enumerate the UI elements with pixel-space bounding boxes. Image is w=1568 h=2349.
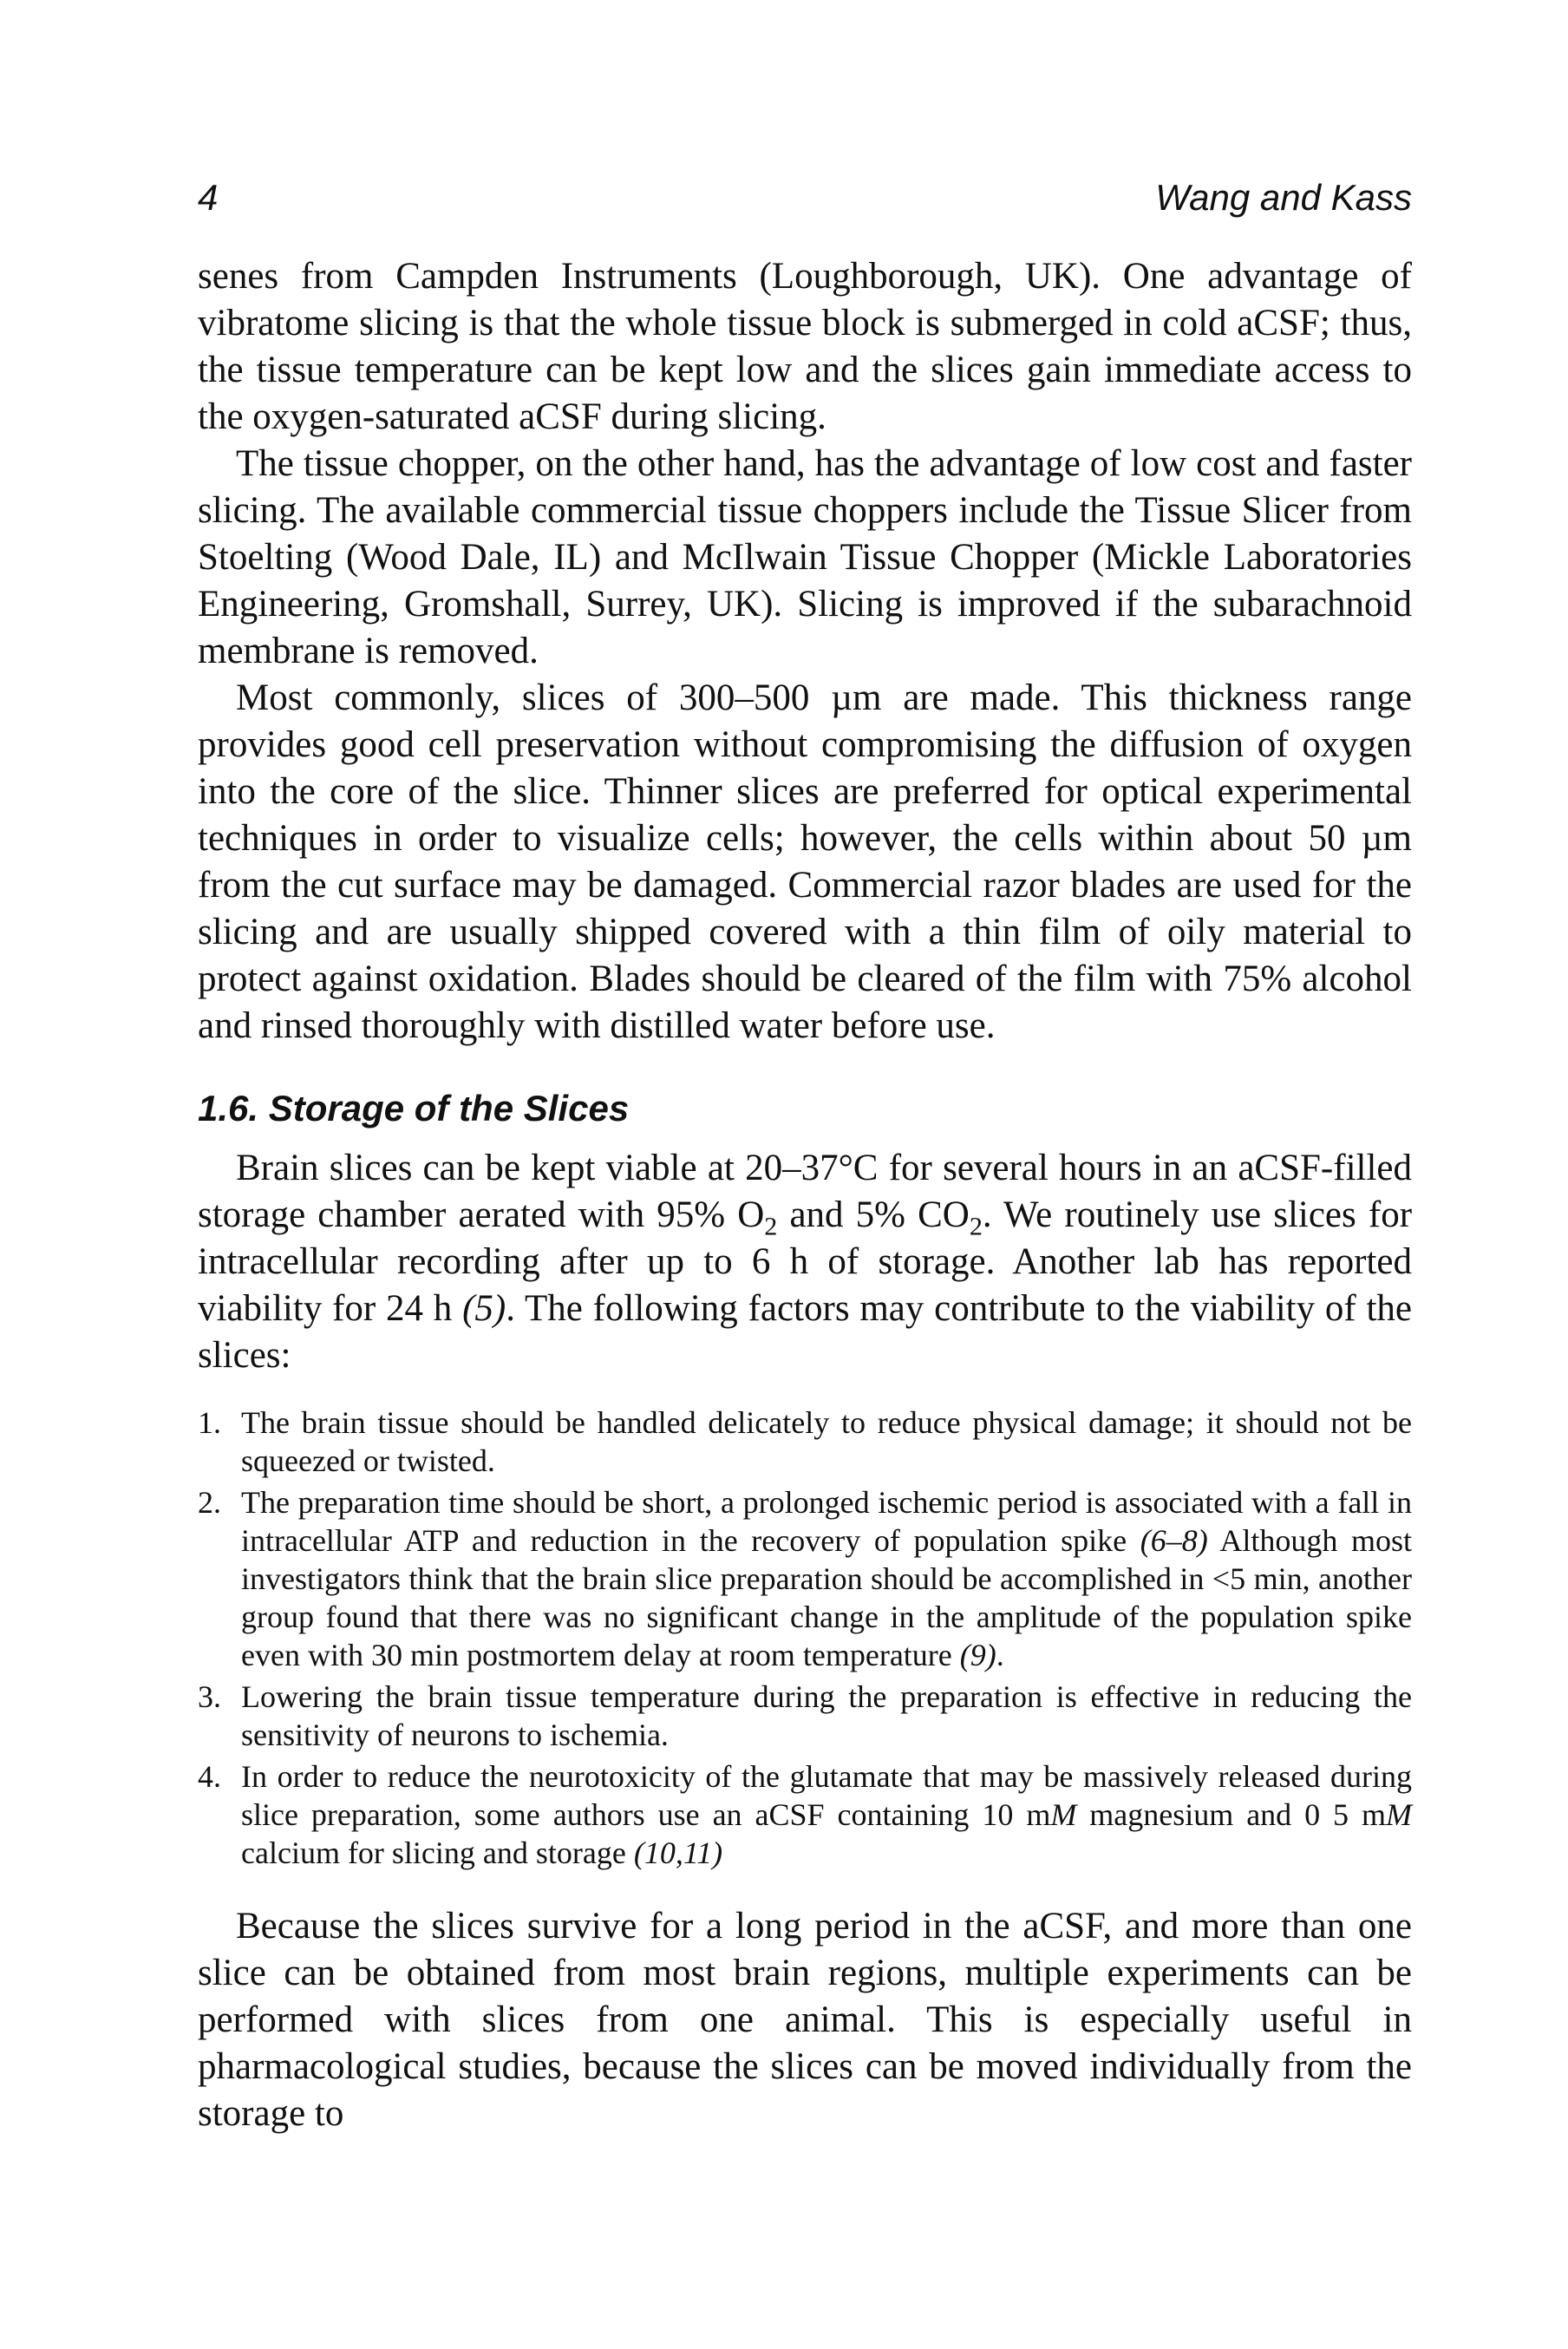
running-title: Wang and Kass <box>1155 177 1412 218</box>
paragraph-tissue-chopper: The tissue chopper, on the other hand, has the advantage of low cost and faster slicing. The available commercial tissue choppers include the Tissue Slicer from Stoelting (Wood Dale, IL) and McIlwain Tissue Chopper (Mickle Laboratories Engineering, Gromshall, Surrey, UK). Slicing is improved if the subarachnoid membrane is removed. <box>198 443 1412 671</box>
citation: (5) <box>462 1288 506 1329</box>
paragraph-closing: Because the slices survive for a long period in the aCSF, and more than one slice can be obtained from most brain regions, multiple experiments can be performed with slices from one animal. This is especially useful in pharmacological studies, because the slices can be moved individually from the storage to <box>198 1906 1412 2134</box>
page-number: 4 <box>198 177 219 218</box>
citation: (9) <box>959 1638 996 1672</box>
paragraph-continued: senes from Campden Instruments (Loughborough, UK). One advantage of vibratome slicing is that the whole tissue block is submerged in cold aCSF; thus, the tissue temperature can be kept low and the slices gain immediate access to the oxygen-saturated aCSF during slicing. <box>198 256 1412 437</box>
list-number: 3. <box>198 1679 221 1714</box>
page <box>198 170 1412 2137</box>
section-heading: 1.6. Storage of the Slices <box>198 1088 630 1129</box>
list-item-text: In order to reduce the neurotoxicity of the glutamate that may be massively released during slice preparation, some authors use an aCSF containing 10 mM magnesium and 0 5 mM calcium for slicing and storage (10,11) <box>241 1759 1413 1870</box>
list-item-text: Lowering the brain tissue temperature during the preparation is effective in reducing the sensitivity of neurons to ischemia. <box>241 1679 1412 1752</box>
list-number: 2. <box>198 1485 221 1520</box>
citation: (6–8) <box>1140 1523 1208 1558</box>
o2-subscript: 2 <box>764 1211 778 1241</box>
citation: (10,11) <box>633 1835 723 1870</box>
unit: M <box>1050 1797 1077 1832</box>
paragraph-storage-intro: Brain slices can be kept viable at 20–37°C for several hours in an aCSF-filled storage chamber aerated with 95% $O_2$ and 5% $CO_2$. We routinely use slices for intracellular recording after up to 6 h of storage. Another lab has reported viability for 24 h (5). The following factors may contribute to the viability of the slices: <box>198 1148 1413 1376</box>
paragraph-slice-thickness: Most commonly, slices of 300–500 µm are made. This thickness range provides good cell preservation without compromising the diffusion of oxygen into the core of the slice. Thinner slices are preferred for optical experimental techniques in order to visualize cells; however, the cells within about 50 µm from the cut surface may be damaged. Commercial razor blades are used for the slicing and are usually shipped covered with a thin film of oily material to protect against oxidation. Blades should be cleared of the film with 75% alcohol and rinsed thoroughly with distilled water before use. <box>198 677 1412 1046</box>
list-item <box>198 1404 1412 1480</box>
list-number: 1. <box>198 1405 221 1440</box>
factor-list <box>198 1404 1412 1872</box>
list-number: 4. <box>198 1759 221 1794</box>
running-head <box>198 170 1412 226</box>
list-item-text: The brain tissue should be handled delicately to reduce physical damage; it should not be squeezed or twisted. <box>241 1405 1412 1478</box>
unit: M <box>1386 1797 1413 1832</box>
co2-subscript: 2 <box>969 1211 983 1241</box>
list-item <box>198 1678 1412 1754</box>
list-item-text: The preparation time should be short, a prolonged ischemic period is associated with a fall in intracellular ATP and reduction in the recovery of population spike (6–8) Although most investigators think that the brain slice preparation should be accomplished in <5 min, another group found that there was no significant change in the amplitude of the population spike even with 30 min postmortem delay at room temperature (9). <box>241 1485 1412 1672</box>
list-item <box>198 1483 1412 1674</box>
list-item <box>198 1757 1412 1872</box>
